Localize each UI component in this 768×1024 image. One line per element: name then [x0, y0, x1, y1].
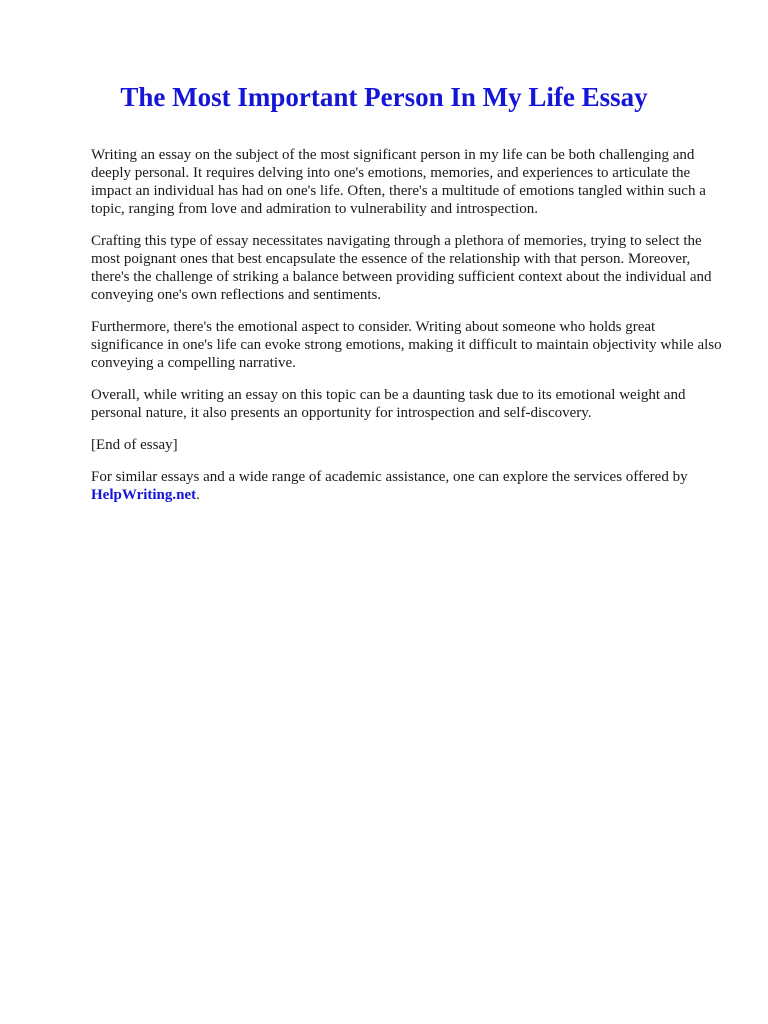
helpwriting-link[interactable]: HelpWriting.net — [91, 487, 197, 503]
essay-body — [91, 146, 731, 518]
page-title: The Most Important Person In My Life Essay — [120, 82, 648, 112]
closing-suffix: . — [196, 487, 200, 503]
paragraph-1: Writing an essay on the subject of the most significant person in my life can be both challenging and deeply personal. It requires delving into one's emotions, memories, and experiences to articulate the impact an individual has had on one's life. Often, there's a multitude of emotions tangled within such a topic, ranging from love and admiration to vulnerability and introspection. — [91, 147, 706, 217]
paragraph-3: Furthermore, there's the emotional aspect to consider. Writing about someone who holds great significance in one's life can evoke strong emotions, making it difficult to maintain objectivity while also conveying a compelling narrative. — [91, 319, 722, 371]
paragraph-4: Overall, while writing an essay on this topic can be a daunting task due to its emotional weight and personal nature, it also presents an opportunity for introspection and self-discovery. — [91, 387, 686, 421]
closing-text: For similar essays and a wide range of academic assistance, one can explore the services offered by — [91, 469, 688, 485]
closing-paragraph — [91, 468, 731, 504]
end-of-essay-marker: [End of essay] — [91, 437, 178, 453]
paragraph-2: Crafting this type of essay necessitates navigating through a plethora of memories, trying to select the most poignant ones that best encapsulate the essence of the relationship with that person. Moreover, there's the challenge of striking a balance between providing sufficient context about the individual and conveying one's own reflections and sentiments. — [91, 233, 712, 303]
